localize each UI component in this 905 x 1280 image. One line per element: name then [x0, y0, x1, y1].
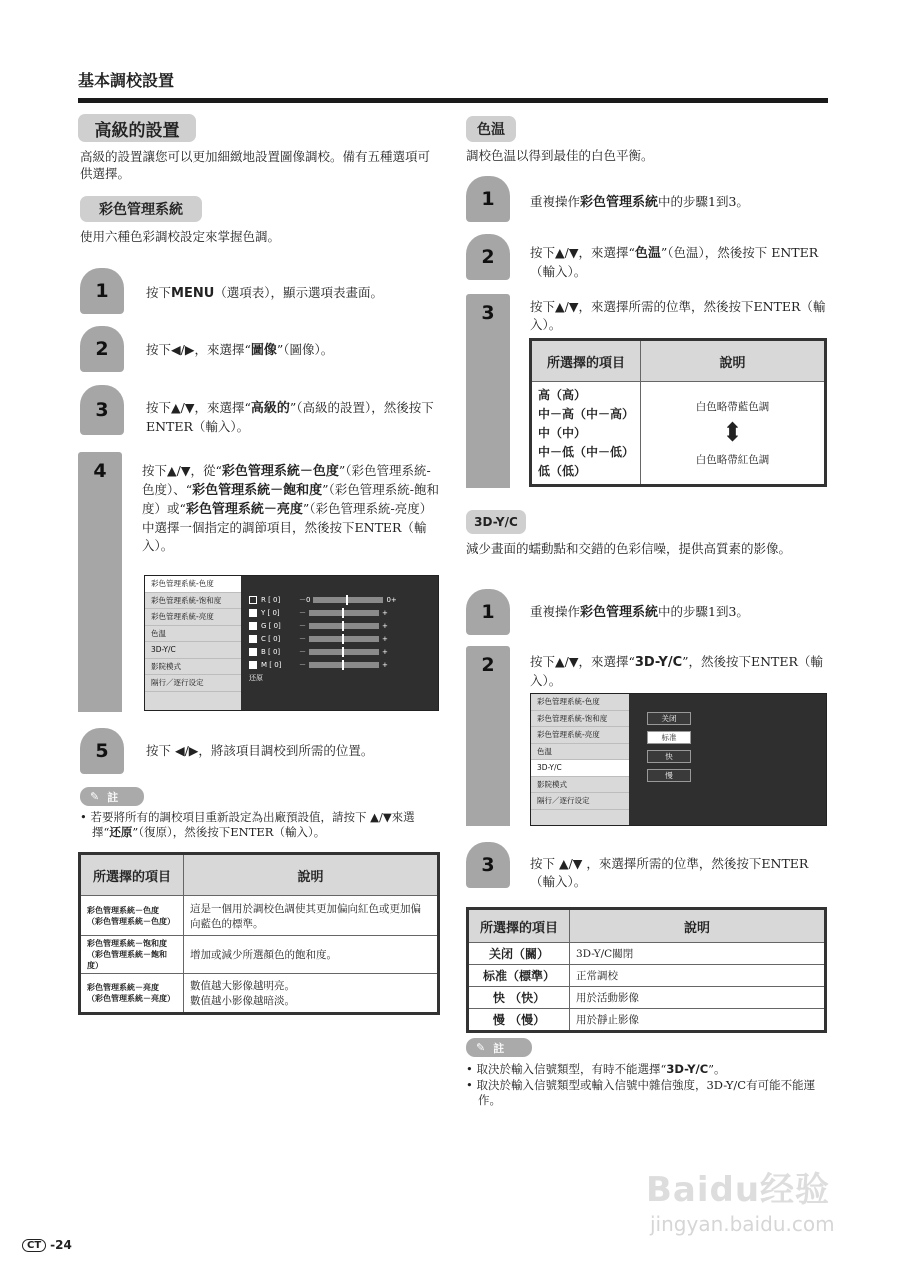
osd-menu-item: 3D-Y/C: [531, 760, 629, 777]
note-badge: ✎ 註: [466, 1038, 532, 1057]
osd-menu-list: [145, 576, 241, 710]
table-row: [80, 936, 439, 974]
page-header-title: 基本調校設置: [78, 71, 175, 90]
osd-menu-item: 色温: [145, 626, 241, 643]
note-bullet: • 若要將所有的調校項目重新設定為出廠預設值，請按下 ▲/▼來選擇“还原”（復原），然後按下ENTER（輸入）。: [80, 810, 415, 839]
table-header: 所選擇的項目: [80, 854, 184, 896]
step-text: 按下MENU（選項表），顯示選項表畫面。: [146, 285, 384, 301]
step-number: 1: [466, 176, 510, 222]
step-number: 3: [466, 842, 510, 888]
osd-menu-list: [531, 694, 629, 825]
step-number: 4: [78, 452, 122, 712]
osd-channel-slider: G [ 0] － +: [243, 620, 438, 631]
osd-channel-list: [243, 592, 438, 685]
table-cell-desc: 用於靜止影像: [570, 1009, 826, 1032]
table-cell-desc: 用於活動影像: [570, 987, 826, 1009]
3dyc-table: [466, 907, 827, 1033]
note-badge: ✎ 註: [80, 787, 144, 806]
table-cell-desc: 這是一個用於調校色調使其更加偏向紅色或更加偏向藍色的標準。: [184, 896, 439, 936]
step-number: 2: [466, 646, 510, 826]
table-cell-item: 彩色管理系統－亮度 （彩色管理系統－亮度）: [80, 974, 184, 1014]
step-number: 3: [80, 385, 124, 435]
step-text: 重複操作彩色管理系統中的步驟1到3。: [530, 194, 749, 210]
step-number: 2: [466, 234, 510, 280]
osd-option: 关闭: [647, 712, 691, 725]
color-swatch: [249, 648, 257, 656]
note-bullet: • 取決於輸入信號類型或輸入信號中雜信強度，3D-Y/C有可能不能運作。: [466, 1078, 816, 1107]
table-header: 說明: [570, 909, 826, 943]
osd-channel-slider: R [ 0] －0 0+: [243, 594, 438, 605]
osd-option: 慢: [647, 769, 691, 782]
color-swatch: [249, 609, 257, 617]
watermark-brand: Baidu经验: [646, 1170, 831, 1210]
table-cell-desc: 數值越大影像越明亮。 數值越小影像越暗淡。: [184, 974, 439, 1014]
table-cell-desc: 3D-Y/C關閉: [570, 943, 826, 965]
section-title-color-temp: 色温: [466, 116, 516, 142]
table-header: 說明: [184, 854, 439, 896]
osd-channel-slider: C [ 0] － +: [243, 633, 438, 644]
color-swatch: [249, 596, 257, 604]
step-number: 1: [80, 268, 124, 314]
step-number: 3: [466, 294, 510, 488]
osd-menu-item: 彩色管理系統-饱和度: [145, 593, 241, 610]
osd-channel-slider: M [ 0] － +: [243, 659, 438, 670]
table-cell-items: 高（高） 中－高（中－高） 中（中） 中－低（中－低） 低（低）: [531, 382, 641, 486]
table-cell-desc: 白色略帶藍色調 ⬍ 白色略帶紅色調: [641, 382, 826, 486]
table-row: [468, 943, 826, 965]
table-cell-item: 彩色管理系統－色度 （彩色管理系統－色度）: [80, 896, 184, 936]
note-pen-icon: ✎: [476, 1041, 486, 1054]
note-bullet: • 取決於輸入信號類型，有時不能選擇“3D-Y/C”。: [466, 1062, 726, 1076]
table-cell-item: 关闭（關）: [468, 943, 570, 965]
advanced-intro: 高級的設置讓您可以更加細緻地設置圖像調校。備有五種選項可供選擇。: [80, 149, 431, 181]
table-row: [80, 896, 439, 936]
step-text: 按下▲/▼，來選擇“色温”（色温），然後按下 ENTER（輸入）。: [530, 245, 819, 279]
osd-menu-item: 影院模式: [145, 659, 241, 676]
osd-menu-item: 彩色管理系統-亮度: [531, 727, 629, 744]
table-cell-item: 标准（標準）: [468, 965, 570, 987]
osd-menu-item: 彩色管理系統-色度: [531, 694, 629, 711]
page-number: CT -24: [22, 1238, 72, 1252]
table-cell-desc: 增加或減少所選顏色的飽和度。: [184, 936, 439, 974]
header-rule: [78, 98, 828, 103]
step-text: 重複操作彩色管理系統中的步驟1到3。: [530, 604, 749, 620]
cms-intro: 使用六種色彩調校設定來掌握色調。: [80, 229, 281, 244]
color-swatch: [249, 635, 257, 643]
table-cell-desc: 正常調校: [570, 965, 826, 987]
note-pen-icon: ✎: [90, 790, 100, 803]
osd-menu-item: 彩色管理系統-亮度: [145, 609, 241, 626]
ct-badge: CT: [22, 1239, 46, 1252]
step-number: 1: [466, 589, 510, 635]
osd-channel-slider: Y [ 0] － +: [243, 607, 438, 618]
watermark-url: jingyan.baidu.com: [650, 1212, 835, 1236]
step-text: 按下 ▲/▼ ，來選擇所需的位準，然後按下ENTER（輸入）。: [530, 856, 809, 889]
osd-option: 标准: [647, 731, 691, 744]
osd-channel-slider: B [ 0] － +: [243, 646, 438, 657]
table-row: [80, 974, 439, 1014]
subsection-title-cms: 彩色管理系統: [80, 196, 202, 222]
step-text: 按下 ◀/▶，將該項目調校到所需的位置。: [146, 743, 374, 758]
step-text: 按下▲/▼，來選擇“高級的”（高級的設置），然後按下 ENTER（輸入）。: [146, 400, 434, 434]
step-text: 按下▲/▼，來選擇“3D-Y/C”，然後按下ENTER（輸入）。: [530, 654, 823, 688]
table-row: [468, 987, 826, 1009]
osd-option: 快: [647, 750, 691, 763]
step-number: 2: [80, 326, 124, 372]
table-cell-item: 慢 （慢）: [468, 1009, 570, 1032]
osd-menu-item: 彩色管理系統-饱和度: [531, 711, 629, 728]
table-row: [468, 965, 826, 987]
table-header: 所選擇的項目: [531, 340, 641, 382]
section-title-3dyc: 3D-Y/C: [466, 510, 526, 534]
osd-cms-screen: [144, 575, 439, 711]
osd-menu-item: 3D-Y/C: [145, 642, 241, 659]
color-temp-table: [529, 338, 827, 487]
osd-menu-item: 影院模式: [531, 777, 629, 794]
table-cell-item: 快 （快）: [468, 987, 570, 1009]
osd-menu-item: 色温: [531, 744, 629, 761]
table-header: 說明: [641, 340, 826, 382]
cms-table: [78, 852, 440, 1015]
osd-menu-item: 隔行／逐行设定: [531, 793, 629, 810]
table-row: [468, 1009, 826, 1032]
up-down-arrow-icon: ⬍: [721, 418, 744, 448]
table-header: 所選擇的項目: [468, 909, 570, 943]
color-swatch: [249, 622, 257, 630]
osd-menu-item: 隔行／逐行设定: [145, 675, 241, 692]
step-text: 按下▲/▼，來選擇所需的位準，然後按下ENTER（輸入）。: [530, 299, 826, 332]
step-text: 按下◀/▶，來選擇“圖像”（圖像）。: [146, 342, 334, 358]
osd-3dyc-screen: [530, 693, 827, 826]
osd-reset: 还原: [249, 673, 263, 682]
step-number: 5: [80, 728, 124, 774]
step-text: 按下▲/▼，從“彩色管理系統－色度”（彩色管理系統-色度）、“彩色管理系統－飽和度”（彩色管理系統-飽和度）或“彩色管理系統－亮度”（彩色管理系統-亮度）中選擇一個指定的調節項目，然後按下ENTER（輸入）。: [142, 463, 440, 553]
table-cell-item: 彩色管理系統－饱和度 （彩色管理系統－飽和度）: [80, 936, 184, 974]
3dyc-intro: 減少畫面的蠕動點和交錯的色彩信噪，提供高質素的影像。: [466, 541, 792, 556]
table-row: [531, 382, 826, 486]
color-temp-intro: 調校色温以得到最佳的白色平衡。: [466, 148, 654, 163]
section-title-advanced: 高級的設置: [78, 114, 196, 142]
osd-option-list: [647, 712, 691, 782]
color-swatch: [249, 661, 257, 669]
osd-menu-item: 彩色管理系統-色度: [145, 576, 241, 593]
